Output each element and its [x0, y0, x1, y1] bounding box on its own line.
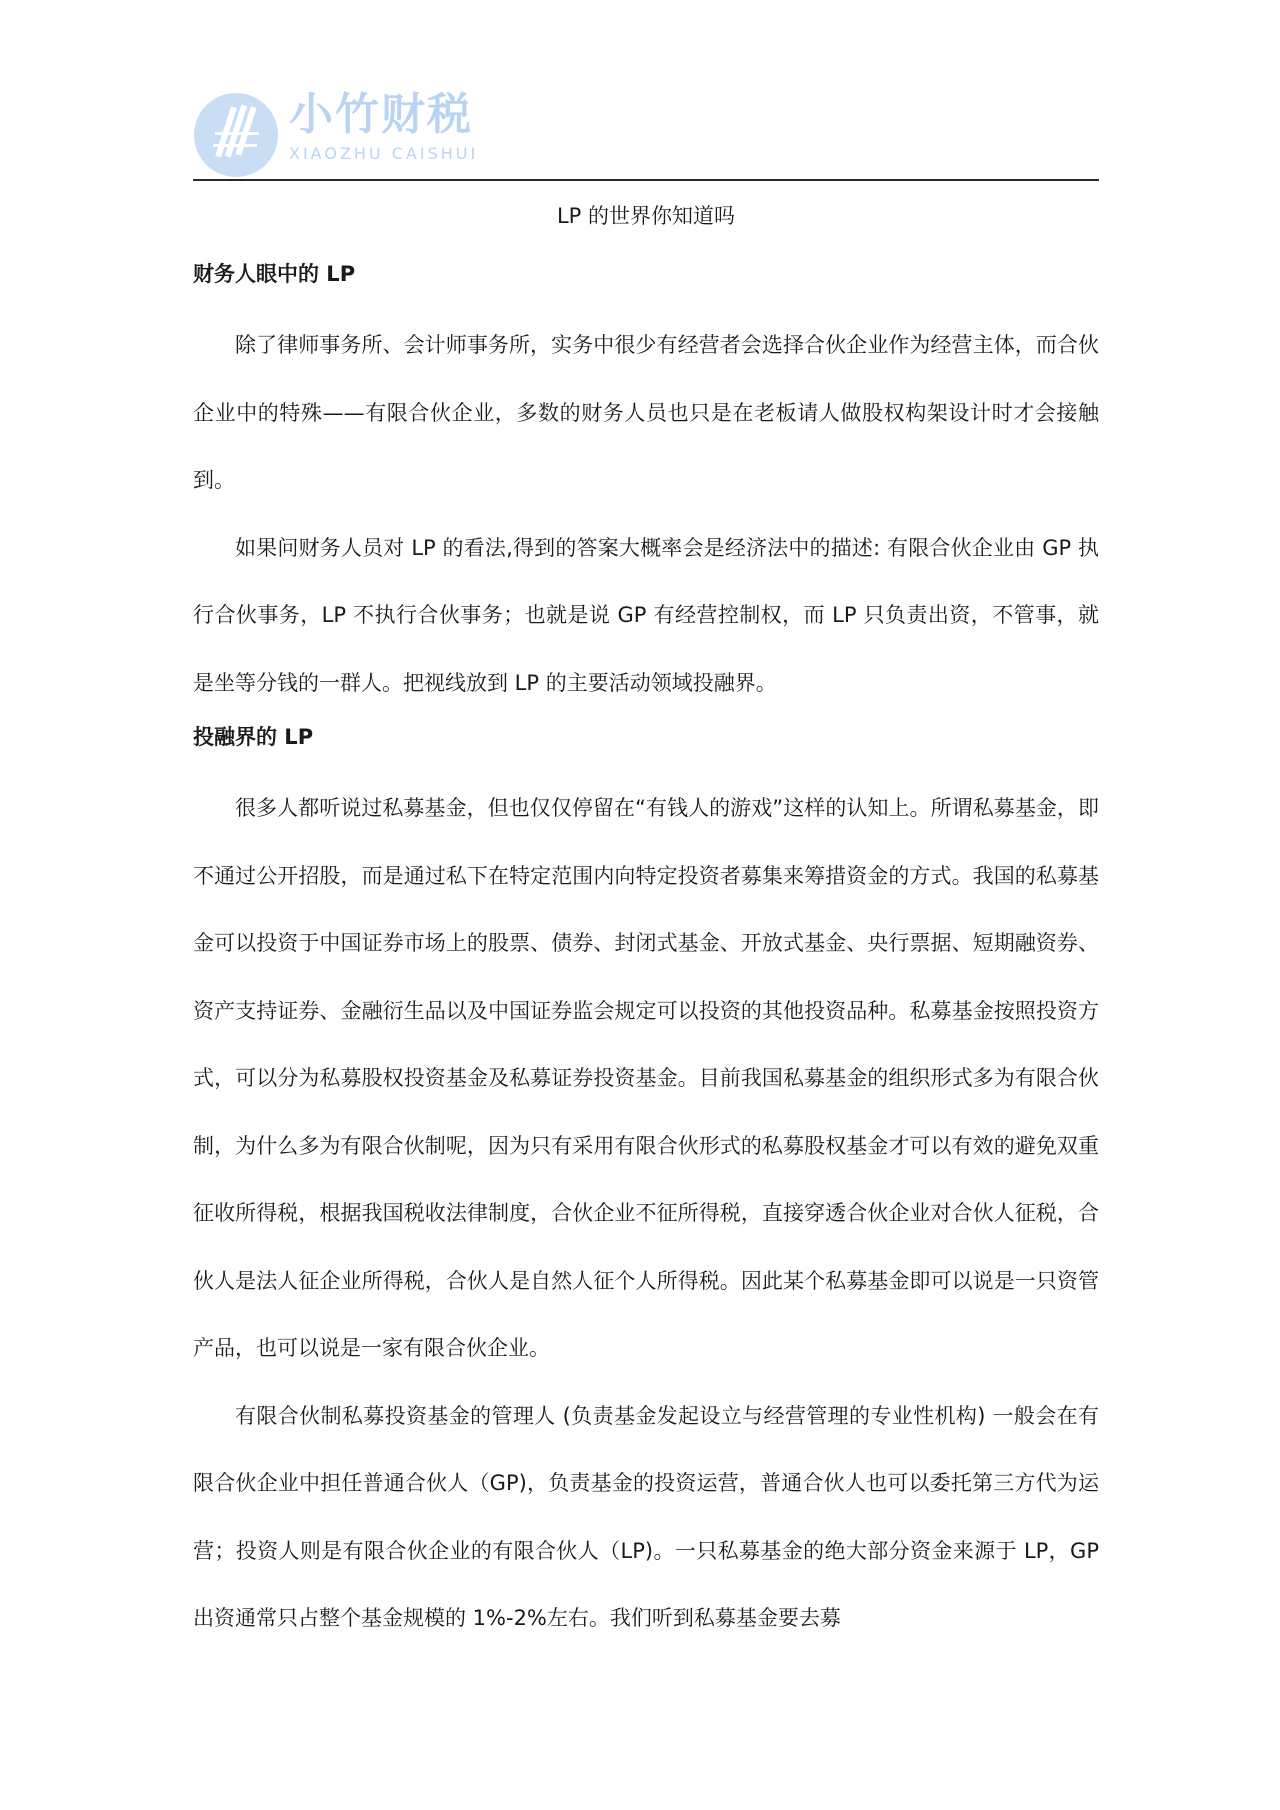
body-paragraph: 有限合伙制私募投资基金的管理人 (负责基金发起设立与经营管理的专业性机构) 一般会在有限合伙企业中担任普通合伙人（GP)，负责基金的投资运营，普通合伙人也可以委托第三方代为运营；投资人则是有限合伙企业的有限合伙人（LP)。一只私募基金的绝大部分资金来源于 LP，GP 出资通常只占整个基金规模的 1%-2%左右。我们听到私募基金要去募 — [193, 1403, 1099, 1630]
section-heading: 财务人眼中的 LP — [193, 262, 356, 286]
bamboo-logo-icon — [193, 92, 279, 178]
body-paragraph: 除了律师事务所、会计师事务所，实务中很少有经营者会选择合伙企业作为经营主体，而合伙企业中的特殊——有限合伙企业，多数的财务人员也只是在老板请人做股权构架设计时才会接触到。 — [193, 333, 1099, 492]
header-divider — [193, 179, 1099, 181]
body-paragraph: 很多人都听说过私募基金，但也仅仅停留在“有钱人的游戏”这样的认知上。所谓私募基金，即不通过公开招股，而是通过私下在特定范围内向特定投资者募集来筹措资金的方式。我国的私募基金可以投资于中国证券市场上的股票、债券、封闭式基金、开放式基金、央行票据、短期融资券、资产支持证券、金融衍生品以及中国证券监会规定可以投资的其他投资品种。私募基金按照投资方式，可以分为私募股权投资基金及私募证券投资基金。目前我国私募基金的组织形式多为有限合伙制，为什么多为有限合伙制呢，因为只有采用有限合伙形式的私募股权基金才可以有效的避免双重征收所得税，根据我国税收法律制度，合伙企业不征所得税，直接穿透合伙企业对合伙人征税，合伙人是法人征企业所得税，合伙人是自然人征个人所得税。因此某个私募基金即可以说是一只资管产品，也可以说是一家有限合伙企业。 — [193, 796, 1099, 1360]
document-title: LP 的世界你知道吗 — [556, 204, 736, 228]
section-heading: 投融界的 LP — [193, 725, 314, 749]
body-paragraph: 如果问财务人员对 LP 的看法,得到的答案大概率会是经济法中的描述: 有限合伙企业由 GP 执行合伙事务，LP 不执行合伙事务；也就是说 GP 有经营控制权，而 LP 只负责出资，不管事，就是坐等分钱的一群人。把视线放到 LP 的主要活动领域投融界。 — [193, 535, 1099, 695]
document-body — [193, 196, 1099, 1653]
logo-english-name: XIAOZHU CAISHUI — [289, 144, 479, 163]
logo-chinese-name: 小竹财税 — [289, 89, 473, 140]
logo-text — [289, 88, 478, 164]
page-header — [193, 88, 1099, 180]
